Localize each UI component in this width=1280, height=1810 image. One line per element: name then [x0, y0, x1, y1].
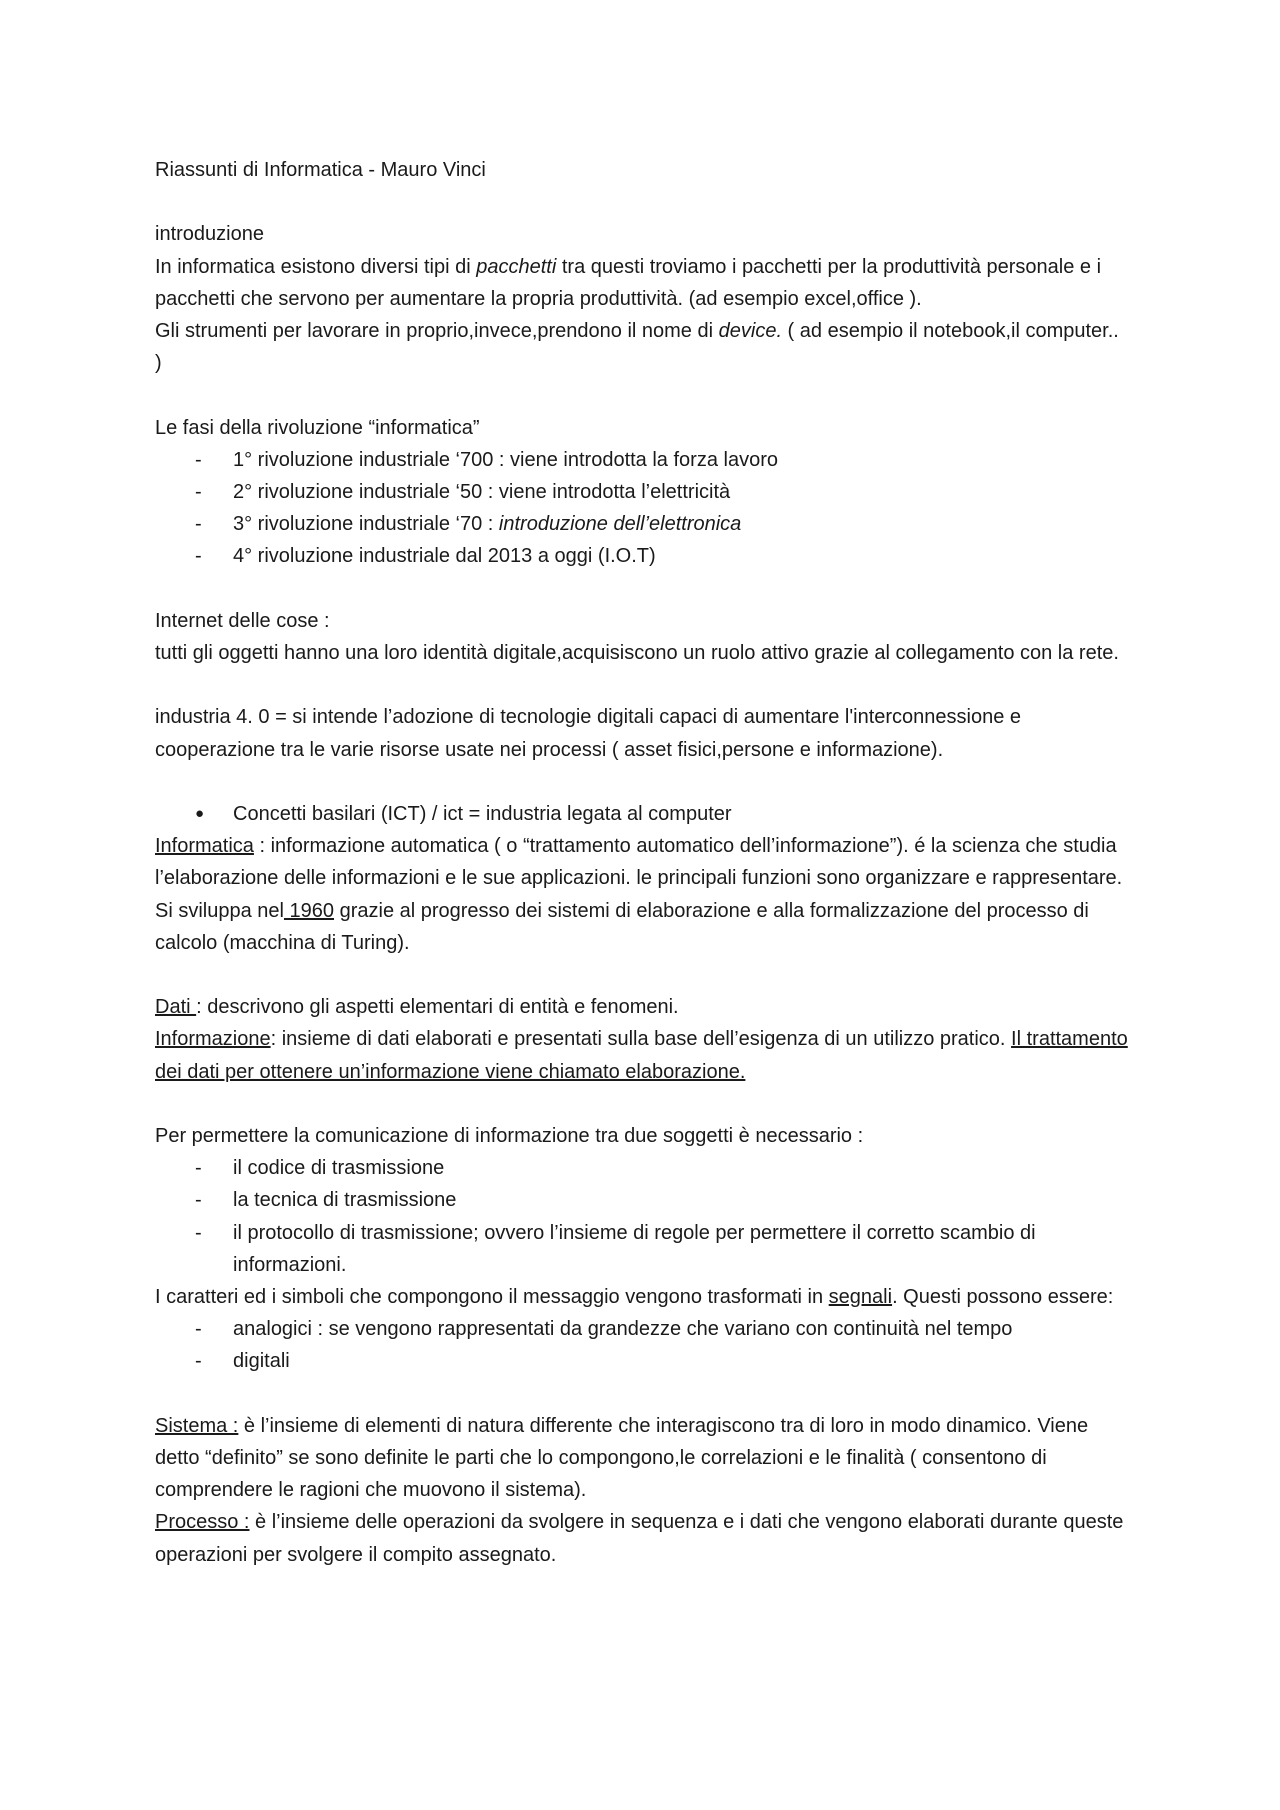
informatica-definition: Informatica : informazione automatica ( o “trattamento automatico dell’informazione”). é la scienza che studia l’elaborazione delle informazioni e le sue applicazioni. le principali funzioni sono organizzare e rappresentare. Si sviluppa nel 1960 grazie al progresso dei sistemi di elaborazione e alla formalizzazione del processo di calcolo (macchina di Turing). [155, 835, 1123, 954]
intro-paragraph-1: In informatica esistono diversi tipi di pacchetti tra questi troviamo i pacchetti per la produttività personale e i pacchetti che servono per aumentare la propria produttività. (ad esempio excel,office ). [155, 255, 1102, 310]
dati-definition: Dati : descrivono gli aspetti elementari di entità e fenomeni. [155, 996, 679, 1019]
list-item: - la tecnica di trasmissione [155, 1184, 1130, 1216]
list-item: - digitali [155, 1345, 1130, 1377]
processo-definition: Processo : è l’insieme delle operazioni da svolgere in sequenza e i dati che vengono elaborati durante queste operazioni per svolgere il compito assegnato. [155, 1511, 1124, 1566]
document-title: Riassunti di Informatica - Mauro Vinci [155, 159, 486, 181]
intro-paragraph-2: Gli strumenti per lavorare in proprio,invece,prendono il nome di device. ( ad esempio il notebook,il computer.. ) [155, 320, 1119, 375]
list-item: - 2° rivoluzione industriale ‘50 : viene introdotta l’elettricità [155, 476, 1130, 508]
list-item: - il protocollo di trasmissione; ovvero l’insieme di regole per permettere il corretto scambio di informazioni. [155, 1217, 1130, 1281]
fasi-list [155, 444, 1130, 573]
comunicazione-intro: Per permettere la comunicazione di informazione tra due soggetti è necessario : [155, 1124, 864, 1147]
sistema-definition: Sistema : è l’insieme di elementi di natura differente che interagiscono tra di loro in modo dinamico. Viene detto “definito” se sono definite le parti che lo compongono,le correlazioni e le finalità ( consentono di comprendere le ragioni che muovono il sistema). [155, 1414, 1089, 1502]
segnali-text: I caratteri ed i simboli che compongono il messaggio vengono trasformati in segnali. Questi possono essere: [155, 1286, 1114, 1308]
iot-heading: Internet delle cose : [155, 609, 330, 632]
iot-text: tutti gli oggetti hanno una loro identità digitale,acquisiscono un ruolo attivo grazie al collegamento con la rete. [155, 642, 1119, 664]
segnali-list [155, 1313, 1130, 1377]
list-item: - 3° rivoluzione industriale ‘70 : introduzione dell’elettronica [155, 508, 1130, 540]
list-item: - analogici : se vengono rappresentati da grandezze che variano con continuità nel tempo [155, 1313, 1130, 1345]
comunicazione-list [155, 1152, 1130, 1281]
list-item: - 1° rivoluzione industriale ‘700 : viene introdotta la forza lavoro [155, 444, 1130, 476]
concetti-list [155, 798, 1130, 830]
fasi-heading: Le fasi della rivoluzione “informatica” [155, 416, 480, 439]
informazione-definition: Informazione: insieme di dati elaborati e presentati sulla base dell’esigenza di un utilizzo pratico. Il trattamento dei dati per ottenere un’informazione viene chiamato elaborazione. [155, 1028, 1128, 1083]
concetti-bullet: ● Concetti basilari (ICT) / ict = industria legata al computer [155, 798, 1130, 830]
list-item: - 4° rivoluzione industriale dal 2013 a oggi (I.O.T) [155, 540, 1130, 572]
industria-text: industria 4. 0 = si intende l’adozione di tecnologie digitali capaci di aumentare l'interconnessione e cooperazione tra le varie risorse usate nei processi ( asset fisici,persone e informazione). [155, 706, 1022, 761]
intro-heading: introduzione [155, 223, 264, 246]
list-item: - il codice di trasmissione [155, 1152, 1130, 1184]
